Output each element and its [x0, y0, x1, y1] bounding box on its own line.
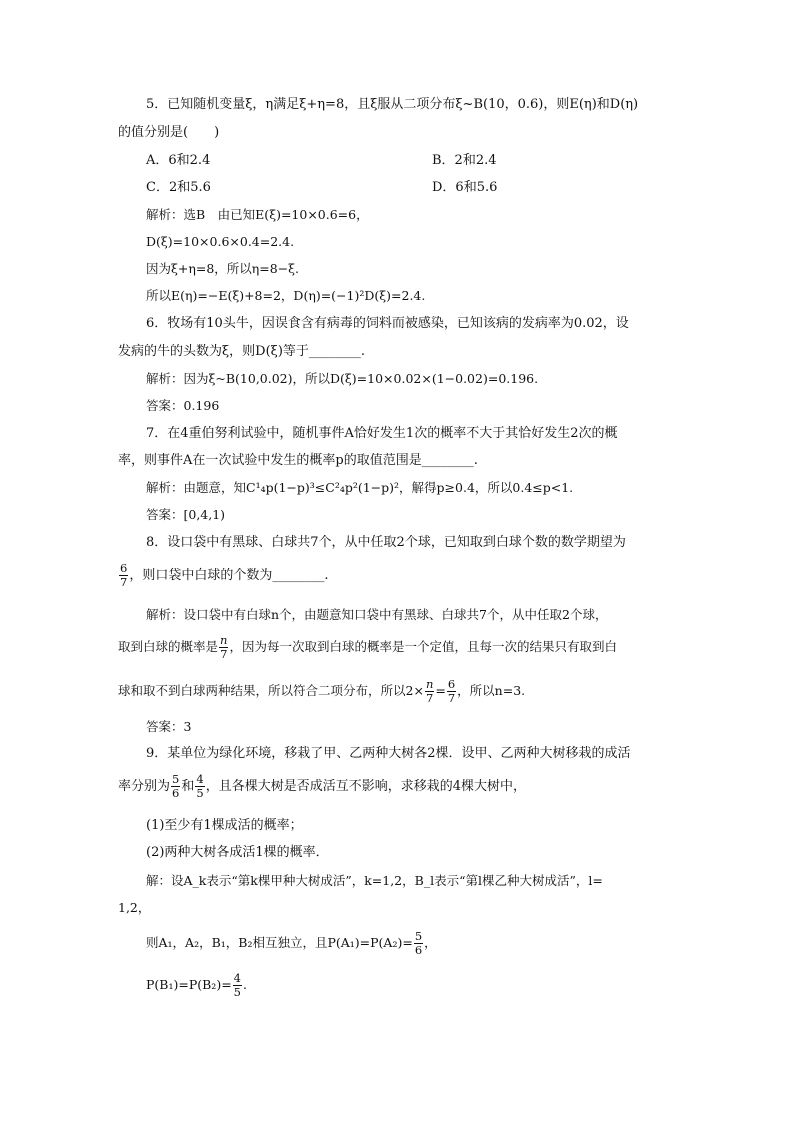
q9-part2: (2)两种大树各成活1棵的概率． — [146, 845, 329, 860]
q6-answer: 答案：0.196 — [146, 398, 220, 413]
q5-option-a: A．6和2.4 — [146, 153, 211, 168]
q9-stem-line2: 率分别为 $\frac{5}{6}$ 和 $\frac{4}{5}$ ，且各棵大树是否成活互不影响，求移栽的4棵大树中， — [118, 772, 526, 800]
q5-stem-line1: 5．已知随机变量ξ，η满足ξ+η=8，且ξ服从二项分布ξ~B(10，0.6)，则E(η)和D(η) — [146, 97, 639, 112]
q8-stem-line2: $\frac{6}{7}$ ，则口袋中白球的个数为________. — [120, 561, 329, 589]
q8-solution-line1: 解析：设口袋中有白球n个，由题意知口袋中有黑球、白球共7个，从中任取2个球， — [146, 607, 608, 622]
q7-stem-line2: 率，则事件A在一次试验中发生的概率p的取值范围是________. — [118, 453, 478, 468]
q9-solution-line4: P(B₁)=P(B₂)= $\frac{4}{5}$ . — [146, 971, 247, 999]
q8-solution-line2: 取到白球的概率是 $\frac{n}{7}$ ，因为每一次取到白球的概率是一个定值，且每一次的结果只有取到白 — [118, 633, 617, 661]
q5-option-b: B．2和2.4 — [432, 153, 497, 168]
q9-prob-b-fraction: $\frac{4}{5}$ — [233, 971, 241, 999]
q5-stem-line2: 的值分别是( ) — [118, 125, 220, 140]
q8-stem-fraction: $\frac{6}{7}$ — [120, 561, 128, 589]
q8-stem-line1: 8．设口袋中有黑球、白球共7个，从中任取2个球，已知取到白球个数的数学期望为 — [146, 535, 626, 550]
q5-solution-line3: 因为ξ+η=8，所以η=8−ξ. — [146, 261, 300, 276]
q7-solution: 解析：由题意，知C¹₄p(1−p)³≤C²₄p²(1−p)²，解得p≥0.4，所以0.4≤p<1. — [146, 480, 574, 495]
q6-solution: 解析：因为ξ~B(10,0.02)，所以D(ξ)=10×0.02×(1−0.02)=0.196. — [146, 371, 539, 386]
q8-expectation-fraction-right: $\frac{6}{7}$ — [447, 677, 456, 705]
q9-part1: (1)至少有1棵成活的概率； — [146, 818, 303, 833]
q9-solution-line2: 1,2， — [118, 900, 151, 915]
q7-stem-line1: 7．在4重伯努利试验中，随机事件A恰好发生1次的概率不大于其恰好发生2次的概 — [146, 426, 618, 441]
q8-answer: 答案：3 — [146, 719, 192, 734]
q5-option-c: C．2和5.6 — [146, 180, 211, 195]
q8-probability-fraction: $\frac{n}{7}$ — [220, 633, 228, 661]
q9-prob-a-fraction: $\frac{5}{6}$ — [414, 929, 423, 957]
q9-rate-fraction-1: $\frac{5}{6}$ — [172, 772, 180, 800]
q9-rate-fraction-2: $\frac{4}{5}$ — [196, 772, 204, 800]
q5-option-d: D．6和5.6 — [432, 180, 498, 195]
q9-stem-line1: 9．某单位为绿化环境，移栽了甲、乙两种大树各2棵．设甲、乙两种大树移栽的成活 — [146, 746, 631, 761]
q5-solution-line4: 所以E(η)=−E(ξ)+8=2，D(η)=(−1)²D(ξ)=2.4. — [146, 288, 426, 303]
q9-solution-line1: 解：设A_k表示“第k棵甲种大树成活”，k=1,2，B_l表示“第l棵乙种大树成活”，l= — [146, 873, 603, 888]
q6-stem-line2: 发病的牛的头数为ξ，则D(ξ)等于________. — [118, 344, 366, 359]
q8-solution-line3: 球和取不到白球两种结果，所以符合二项分布，所以2× $\frac{n}{7}$ = $\frac{6}{7}$ ，所以n=3. — [118, 677, 526, 705]
q7-answer: 答案：[0,4,1) — [146, 507, 226, 522]
q9-solution-line3: 则A₁，A₂，B₁，B₂相互独立，且P(A₁)=P(A₂)= $\frac{5}{6}$ ， — [146, 929, 437, 957]
q5-solution-line1: 解析：选B 由已知E(ξ)=10×0.6=6， — [146, 207, 369, 222]
q6-stem-line1: 6．牧场有10头牛，因误食含有病毒的饲料而被感染，已知该病的发病率为0.02，设 — [146, 316, 629, 331]
q5-solution-line2: D(ξ)=10×0.6×0.4=2.4. — [146, 234, 295, 249]
q8-expectation-fraction-left: $\frac{n}{7}$ — [425, 677, 434, 705]
